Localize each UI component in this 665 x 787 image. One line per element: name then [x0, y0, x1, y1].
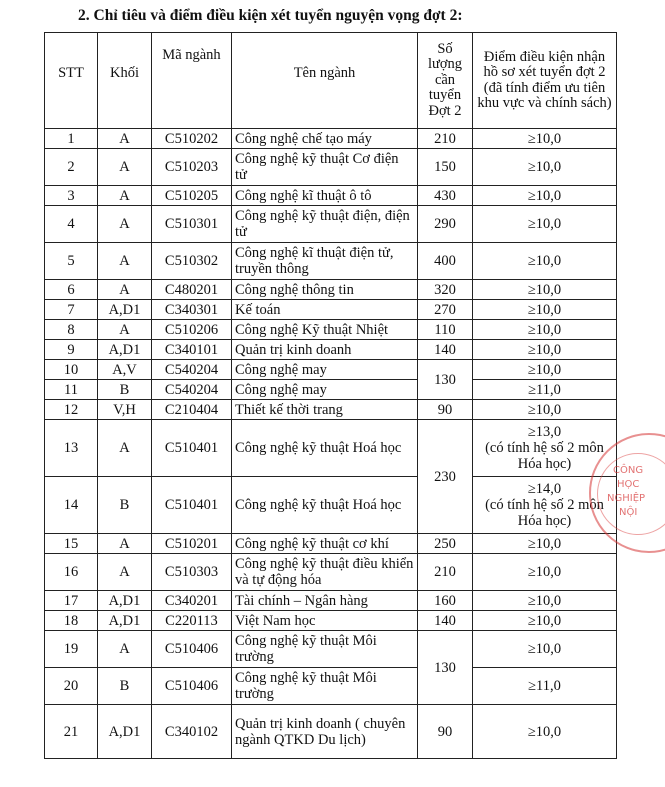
- cell-so-luong: 160: [418, 591, 473, 611]
- cell-ma-nganh: C340301: [152, 300, 232, 320]
- cell-ten-nganh: Công nghệ chế tạo máy: [232, 129, 418, 149]
- table-header-row: [45, 33, 617, 129]
- cell-diem: ≥10,0: [473, 129, 617, 149]
- cell-stt: 12: [45, 400, 98, 420]
- cell-diem: ≥10,0: [473, 631, 617, 668]
- cell-ten-nganh: Công nghệ may: [232, 380, 418, 400]
- cell-ma-nganh: C510401: [152, 477, 232, 534]
- table-row: [45, 631, 617, 668]
- cell-khoi: A,D1: [98, 611, 152, 631]
- cell-khoi: A: [98, 631, 152, 668]
- cell-so-luong: 130: [418, 631, 473, 705]
- cell-so-luong: 130: [418, 360, 473, 400]
- cell-stt: 19: [45, 631, 98, 668]
- cell-so-luong: 230: [418, 420, 473, 534]
- cell-ten-nganh: Việt Nam học: [232, 611, 418, 631]
- header-diem: Điểm điều kiện nhận hồ sơ xét tuyển đợt 2 (đã tính điểm ưu tiên khu vực và chính sách): [473, 33, 617, 129]
- cell-ma-nganh: C210404: [152, 400, 232, 420]
- cell-ma-nganh: C510406: [152, 668, 232, 705]
- cell-ten-nganh: Công nghệ kĩ thuật ô tô: [232, 186, 418, 206]
- admission-table: [44, 32, 617, 759]
- cell-ten-nganh: Công nghệ kỹ thuật điều khiển và tự động hóa: [232, 554, 418, 591]
- cell-stt: 8: [45, 320, 98, 340]
- cell-khoi: A: [98, 186, 152, 206]
- table-row: [45, 243, 617, 280]
- cell-khoi: B: [98, 668, 152, 705]
- cell-diem: ≥10,0: [473, 186, 617, 206]
- cell-ma-nganh: C510303: [152, 554, 232, 591]
- cell-ten-nganh: Công nghệ kĩ thuật điện tử, truyền thông: [232, 243, 418, 280]
- cell-khoi: A: [98, 149, 152, 186]
- cell-khoi: B: [98, 477, 152, 534]
- cell-stt: 9: [45, 340, 98, 360]
- cell-ma-nganh: C340101: [152, 340, 232, 360]
- cell-ma-nganh: C510401: [152, 420, 232, 477]
- cell-khoi: A: [98, 554, 152, 591]
- table-body: [45, 129, 617, 759]
- table-row: [45, 477, 617, 534]
- cell-diem: ≥10,0: [473, 554, 617, 591]
- table-row: [45, 206, 617, 243]
- cell-diem: ≥10,0: [473, 400, 617, 420]
- cell-so-luong: 290: [418, 206, 473, 243]
- table-row: [45, 129, 617, 149]
- cell-diem: ≥10,0: [473, 206, 617, 243]
- cell-ten-nganh: Kế toán: [232, 300, 418, 320]
- cell-so-luong: 210: [418, 554, 473, 591]
- cell-khoi: A,D1: [98, 705, 152, 759]
- table-row: [45, 554, 617, 591]
- diem-value: ≥13,0: [527, 424, 562, 440]
- cell-stt: 15: [45, 534, 98, 554]
- cell-khoi: A: [98, 280, 152, 300]
- cell-stt: 3: [45, 186, 98, 206]
- table-row: [45, 591, 617, 611]
- cell-diem: ≥10,0: [473, 611, 617, 631]
- cell-so-luong: 270: [418, 300, 473, 320]
- cell-stt: 18: [45, 611, 98, 631]
- cell-diem: ≥10,0: [473, 534, 617, 554]
- table-row: [45, 420, 617, 477]
- cell-stt: 4: [45, 206, 98, 243]
- stamp-text: NGHIỆP: [607, 493, 646, 504]
- table-row: [45, 611, 617, 631]
- table-row: [45, 380, 617, 400]
- cell-stt: 20: [45, 668, 98, 705]
- stamp-text: NỘI: [619, 507, 638, 518]
- table-row: [45, 340, 617, 360]
- cell-stt: 6: [45, 280, 98, 300]
- cell-so-luong: 250: [418, 534, 473, 554]
- cell-khoi: A,D1: [98, 340, 152, 360]
- table-row: [45, 280, 617, 300]
- cell-diem: ≥10,0: [473, 243, 617, 280]
- cell-stt: 1: [45, 129, 98, 149]
- section-heading: 2. Chỉ tiêu và điểm điều kiện xét tuyển nguyện vọng đợt 2:: [78, 7, 463, 24]
- cell-diem: ≥10,0: [473, 300, 617, 320]
- cell-ten-nganh: Tài chính – Ngân hàng: [232, 591, 418, 611]
- cell-diem: ≥10,0: [473, 360, 617, 380]
- cell-khoi: A: [98, 320, 152, 340]
- cell-khoi: A: [98, 243, 152, 280]
- cell-ma-nganh: C510206: [152, 320, 232, 340]
- header-ten-nganh: Tên ngành: [232, 33, 418, 129]
- cell-ma-nganh: C480201: [152, 280, 232, 300]
- cell-so-luong: 110: [418, 320, 473, 340]
- cell-stt: 10: [45, 360, 98, 380]
- cell-ten-nganh: Công nghệ may: [232, 360, 418, 380]
- cell-ten-nganh: Quản trị kinh doanh ( chuyên ngành QTKD Du lịch): [232, 705, 418, 759]
- cell-khoi: A,V: [98, 360, 152, 380]
- cell-ten-nganh: Công nghệ Kỹ thuật Nhiệt: [232, 320, 418, 340]
- cell-ma-nganh: C510302: [152, 243, 232, 280]
- cell-diem: ≥11,0: [473, 380, 617, 400]
- cell-khoi: A: [98, 534, 152, 554]
- cell-khoi: A: [98, 206, 152, 243]
- cell-stt: 2: [45, 149, 98, 186]
- table-row: [45, 534, 617, 554]
- cell-ten-nganh: Công nghệ kỹ thuật Hoá học: [232, 477, 418, 534]
- cell-ma-nganh: C340102: [152, 705, 232, 759]
- table-row: [45, 705, 617, 759]
- cell-so-luong: 430: [418, 186, 473, 206]
- cell-khoi: A,D1: [98, 591, 152, 611]
- cell-so-luong: 400: [418, 243, 473, 280]
- diem-note: (có tính hệ số 2 môn Hóa học): [485, 440, 604, 472]
- stamp-text: CÔNG: [613, 465, 644, 476]
- cell-diem: ≥10,0: [473, 591, 617, 611]
- cell-diem: ≥11,0: [473, 668, 617, 705]
- cell-ma-nganh: C340201: [152, 591, 232, 611]
- table-row: [45, 668, 617, 705]
- cell-ten-nganh: Công nghệ thông tin: [232, 280, 418, 300]
- cell-ten-nganh: Công nghệ kỹ thuật Hoá học: [232, 420, 418, 477]
- cell-so-luong: 140: [418, 340, 473, 360]
- cell-so-luong: 90: [418, 400, 473, 420]
- table-row: [45, 149, 617, 186]
- cell-ma-nganh: C510406: [152, 631, 232, 668]
- cell-ten-nganh: Thiết kế thời trang: [232, 400, 418, 420]
- cell-so-luong: 140: [418, 611, 473, 631]
- table-row: [45, 300, 617, 320]
- diem-value: ≥14,0: [527, 481, 562, 497]
- cell-diem: ≥10,0: [473, 280, 617, 300]
- cell-khoi: A: [98, 420, 152, 477]
- cell-ma-nganh: C510301: [152, 206, 232, 243]
- table-row: [45, 360, 617, 380]
- cell-stt: 13: [45, 420, 98, 477]
- cell-so-luong: 320: [418, 280, 473, 300]
- cell-ma-nganh: C540204: [152, 360, 232, 380]
- cell-ten-nganh: Quản trị kinh doanh: [232, 340, 418, 360]
- stamp-text: HỌC: [617, 479, 640, 490]
- cell-khoi: A: [98, 129, 152, 149]
- cell-diem: ≥10,0: [473, 340, 617, 360]
- cell-diem: ≥10,0: [473, 149, 617, 186]
- cell-ma-nganh: C540204: [152, 380, 232, 400]
- cell-ten-nganh: Công nghệ kỹ thuật Môi trường: [232, 631, 418, 668]
- cell-khoi: B: [98, 380, 152, 400]
- cell-stt: 11: [45, 380, 98, 400]
- table-row: [45, 320, 617, 340]
- header-stt: STT: [45, 33, 98, 129]
- header-khoi: Khối: [98, 33, 152, 129]
- cell-diem: ≥10,0: [473, 320, 617, 340]
- cell-khoi: A,D1: [98, 300, 152, 320]
- header-ma-nganh: Mã ngành: [152, 33, 232, 129]
- cell-stt: 16: [45, 554, 98, 591]
- cell-stt: 5: [45, 243, 98, 280]
- cell-so-luong: 210: [418, 129, 473, 149]
- cell-ma-nganh: C510205: [152, 186, 232, 206]
- cell-so-luong: 90: [418, 705, 473, 759]
- header-so-luong: Số lượng cần tuyển Đợt 2: [418, 33, 473, 129]
- table-row: [45, 186, 617, 206]
- cell-ten-nganh: Công nghệ kỹ thuật cơ khí: [232, 534, 418, 554]
- cell-stt: 14: [45, 477, 98, 534]
- cell-stt: 21: [45, 705, 98, 759]
- diem-note: (có tính hệ số 2 môn Hóa học): [485, 497, 604, 529]
- cell-ten-nganh: Công nghệ kỹ thuật Cơ điện tử: [232, 149, 418, 186]
- cell-so-luong: 150: [418, 149, 473, 186]
- cell-stt: 7: [45, 300, 98, 320]
- cell-diem: ≥10,0: [473, 705, 617, 759]
- cell-ten-nganh: Công nghệ kỹ thuật Môi trường: [232, 668, 418, 705]
- cell-ma-nganh: C220113: [152, 611, 232, 631]
- cell-khoi: V,H: [98, 400, 152, 420]
- cell-ma-nganh: C510201: [152, 534, 232, 554]
- cell-ma-nganh: C510202: [152, 129, 232, 149]
- cell-ten-nganh: Công nghệ kỹ thuật điện, điện tử: [232, 206, 418, 243]
- table-row: [45, 400, 617, 420]
- cell-stt: 17: [45, 591, 98, 611]
- cell-ma-nganh: C510203: [152, 149, 232, 186]
